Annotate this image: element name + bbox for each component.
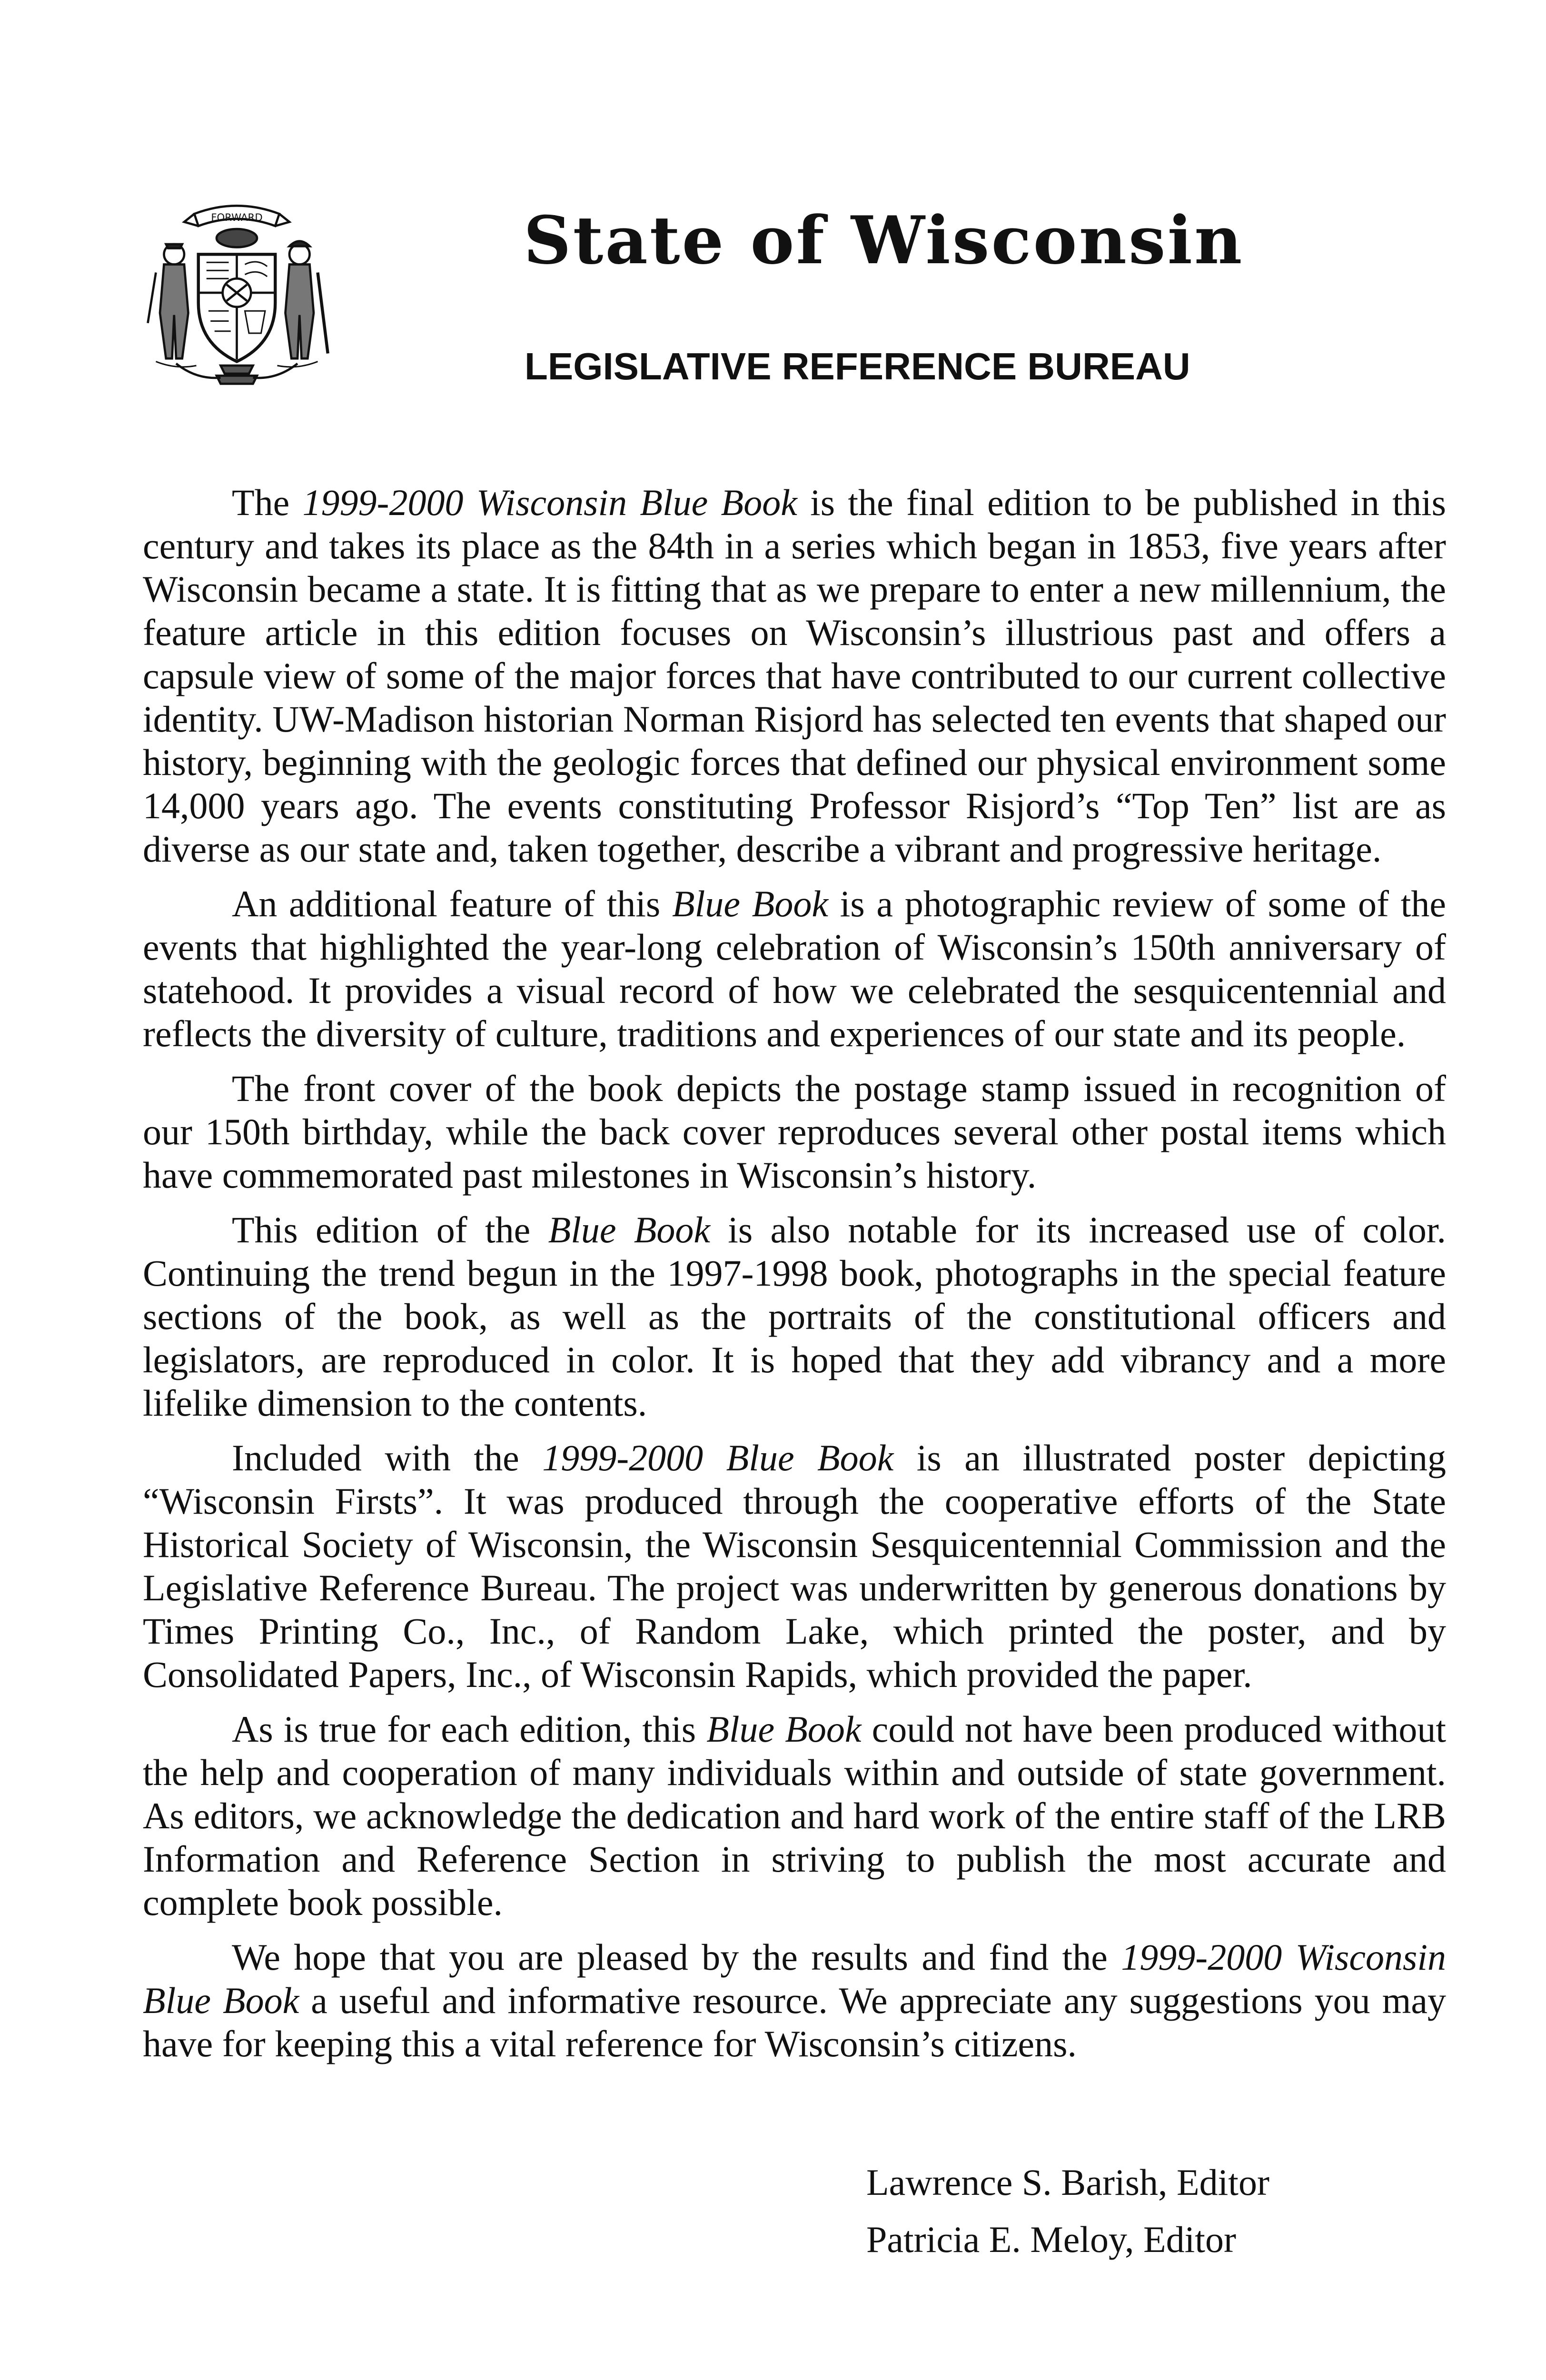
- paragraph-text: is an illustrated poster depicting “Wisconsin Firsts”. It was produced through the cooperative efforts of the State Historical Society of Wisconsin, the Wisconsin Sesquicentennial Commission and the Legislative Reference Bureau. The project was underwritten by generous donations by Times Printing Co., Inc., of Random Lake, which printed the poster, and by Consolidated Papers, Inc., of Wisconsin Rapids, which provided the paper.: [143, 1437, 1446, 1695]
- body-paragraph: [143, 1436, 1446, 1696]
- paragraph-text: As is true for each edition, this: [232, 1708, 707, 1750]
- italic-title: Blue Book: [548, 1209, 711, 1250]
- body-paragraph: [143, 1935, 1446, 2065]
- page-title: State of Wisconsin: [524, 201, 1244, 279]
- paragraph-text: a useful and informative resource. We appreciate any suggestions you may have for keeping this a vital reference for Wisconsin’s citizens.: [143, 1980, 1447, 2064]
- body-paragraph: [143, 481, 1446, 871]
- paragraph-text: is also notable for its increased use of color. Continuing the trend begun in the 1997-1998 book, photographs in the special feature sections of the book, as well as the portraits of the constitutional officers and legislators, are reproduced in color. It is hoped that they add vibrancy and a more lifelike dimension to the contents.: [143, 1209, 1447, 1424]
- paragraph-text: could not have been produced without the help and cooperation of many individuals within and outside of state government. As editors, we acknowledge the dedication and hard work of the entire staff of the LRB Information and Reference Section in striving to publish the most accurate and complete book possible.: [143, 1708, 1447, 1923]
- editor-signature: Patricia E. Meloy, Editor: [866, 2219, 1236, 2260]
- paragraph-text: This edition of the: [232, 1209, 548, 1250]
- bureau-name: LEGISLATIVE REFERENCE BUREAU: [525, 345, 1190, 387]
- body-paragraph: [143, 1067, 1446, 1197]
- italic-title: Blue Book: [672, 883, 828, 924]
- italic-title: 1999-2000 Wisconsin Blue Book: [143, 1936, 1446, 2021]
- signature-block: [866, 2154, 1269, 2268]
- paragraph-text: An additional feature of this: [232, 883, 673, 924]
- italic-title: Blue Book: [706, 1708, 862, 1750]
- body-paragraph: [143, 882, 1446, 1055]
- letter-body: [143, 481, 1446, 2077]
- wisconsin-state-seal-icon: [136, 190, 338, 395]
- paragraph-text: The front cover of the book depicts the postage stamp issued in recognition of our 150th birthday, while the back cover reproduces several other postal items which have commemorated past milestones in Wisconsin’s history.: [143, 1068, 1446, 1196]
- editor-signature: Lawrence S. Barish, Editor: [866, 2162, 1269, 2203]
- body-paragraph: [143, 1208, 1446, 1425]
- paragraph-text: is a photographic review of some of the events that highlighted the year-long celebration of Wisconsin’s 150th anniversary of statehood. It provides a visual record of how we celebrated the sesquicentennial and reflects the diversity of culture, traditions and experiences of our state and its people.: [143, 883, 1447, 1054]
- body-paragraph: [143, 1707, 1446, 1924]
- seal-motto: FORWARD: [211, 212, 263, 224]
- paragraph-text: Included with the: [232, 1437, 543, 1478]
- paragraph-text: We hope that you are pleased by the results and find the: [232, 1936, 1121, 1978]
- paragraph-text: is the final edition to be published in this century and takes its place as the 84th in a series which began in 1853, five years after Wisconsin became a state. It is fitting that as we prepare to enter a new millennium, the feature article in this edition focuses on Wisconsin’s illustrious past and offers a capsule view of some of the major forces that have contributed to our current collective identity. UW-Madison historian Norman Risjord has selected ten events that shaped our history, beginning with the geologic forces that defined our physical environment some 14,000 years ago. The events constituting Professor Risjord’s “Top Ten” list are as diverse as our state and, taken together, describe a vibrant and progressive heritage.: [143, 482, 1446, 870]
- italic-title: 1999-2000 Wisconsin Blue Book: [302, 482, 797, 523]
- italic-title: 1999-2000 Blue Book: [542, 1437, 894, 1478]
- paragraph-text: The: [232, 482, 303, 523]
